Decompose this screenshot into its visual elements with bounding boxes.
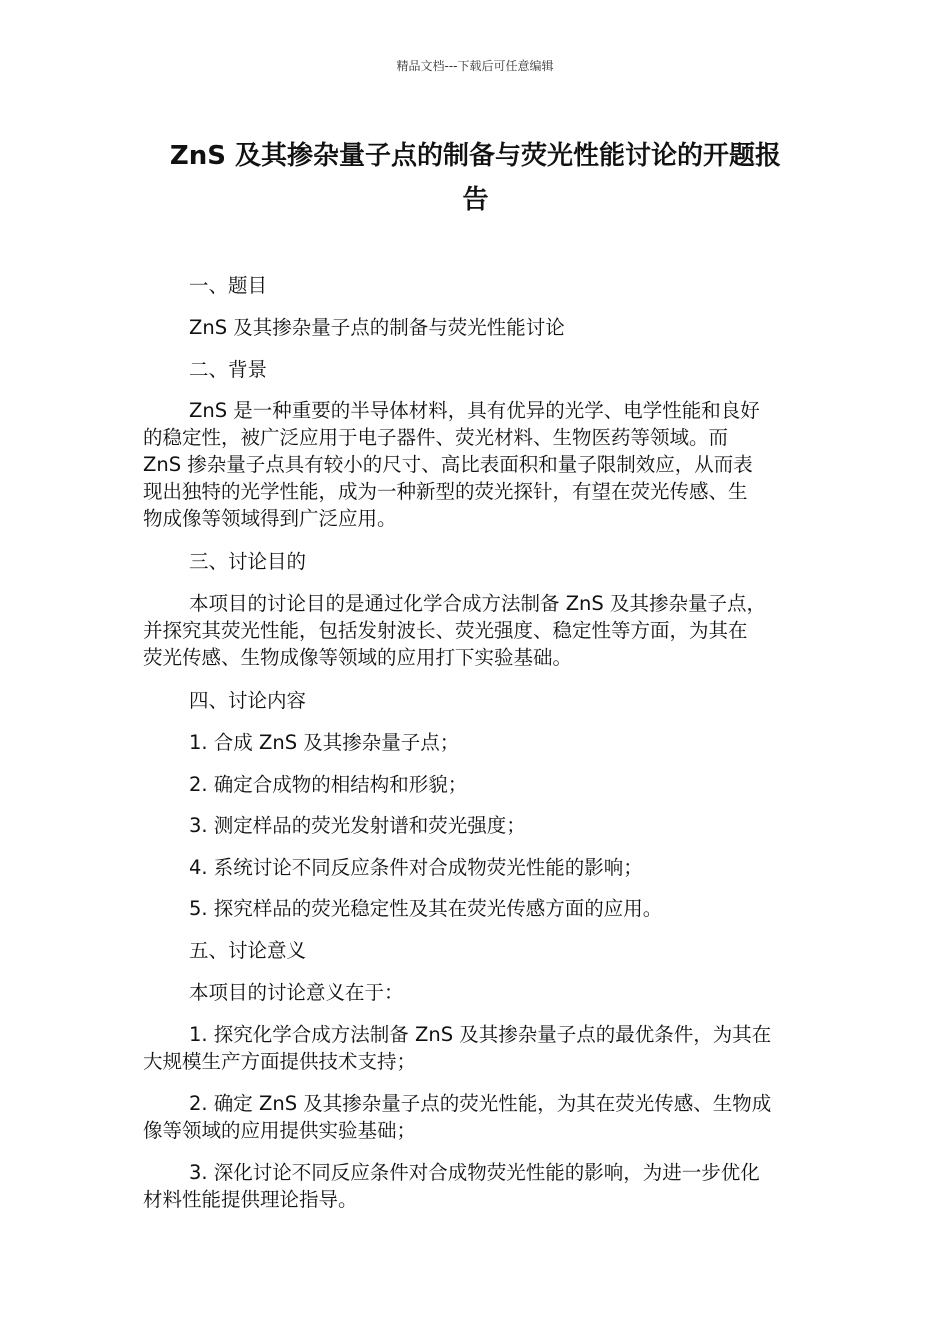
paragraph-line: 荧光传感、生物成像等领域的应用打下实验基础。	[143, 646, 573, 669]
section-5-intro: 本项目的讨论意义在于：	[189, 981, 404, 1004]
header-note: 精品文档---下载后可任意编辑	[396, 59, 554, 73]
list-item: 5. 探究样品的荧光稳定性及其在荧光传感方面的应用。	[189, 897, 663, 920]
list-item: 2. 确定合成物的相结构和形貌；	[189, 773, 468, 796]
paragraph-line: 1. 探究化学合成方法制备 ZnS 及其掺杂量子点的最优条件，为其在	[189, 1023, 772, 1046]
paragraph-line: 物成像等领域得到广泛应用。	[143, 507, 397, 530]
paragraph-line: 材料性能提供理论指导。	[143, 1188, 358, 1211]
section-4-heading: 四、讨论内容	[189, 689, 307, 712]
section-2-heading: 二、背景	[189, 358, 268, 381]
section-2-paragraph	[143, 397, 808, 532]
section-5-point-1	[143, 1021, 808, 1075]
paragraph-line: 2. 确定 ZnS 及其掺杂量子点的荧光性能，为其在荧光传感、生物成	[189, 1092, 772, 1115]
paragraph-line: ZnS 掺杂量子点具有较小的尺寸、高比表面积和量子限制效应，从而表	[143, 453, 753, 476]
paragraph-line: 3. 深化讨论不同反应条件对合成物荧光性能的影响，为进一步优化	[189, 1161, 760, 1184]
section-5-point-2	[143, 1090, 808, 1144]
section-3-heading: 三、讨论目的	[189, 550, 307, 573]
title-line-2: 告	[462, 185, 489, 215]
list-item: 3. 测定样品的荧光发射谱和荧光强度；	[189, 814, 526, 837]
paragraph-line: 本项目的讨论目的是通过化学合成方法制备 ZnS 及其掺杂量子点，	[189, 592, 766, 615]
section-1-heading: 一、题目	[189, 274, 268, 297]
paragraph-line: ZnS 是一种重要的半导体材料，具有优异的光学、电学性能和良好	[189, 399, 760, 422]
paragraph-line: 像等领域的应用提供实验基础；	[143, 1119, 417, 1142]
section-3-paragraph	[143, 590, 808, 671]
section-1-text: ZnS 及其掺杂量子点的制备与荧光性能讨论	[189, 316, 565, 339]
paragraph-line: 并探究其荧光性能，包括发射波长、荧光强度、稳定性等方面，为其在	[143, 619, 748, 642]
title-line-1: ZnS 及其掺杂量子点的制备与荧光性能讨论的开题报	[169, 141, 782, 171]
paragraph-line: 现出独特的光学性能，成为一种新型的荧光探针，有望在荧光传感、生	[143, 480, 748, 503]
list-item: 1. 合成 ZnS 及其掺杂量子点；	[189, 731, 460, 754]
section-5-point-3	[143, 1159, 808, 1213]
document-title	[143, 134, 808, 222]
section-5-heading: 五、讨论意义	[189, 939, 307, 962]
list-item: 4. 系统讨论不同反应条件对合成物荧光性能的影响；	[189, 856, 643, 879]
paragraph-line: 大规模生产方面提供技术支持；	[143, 1050, 417, 1073]
paragraph-line: 的稳定性，被广泛应用于电子器件、荧光材料、生物医药等领域。而	[143, 426, 729, 449]
